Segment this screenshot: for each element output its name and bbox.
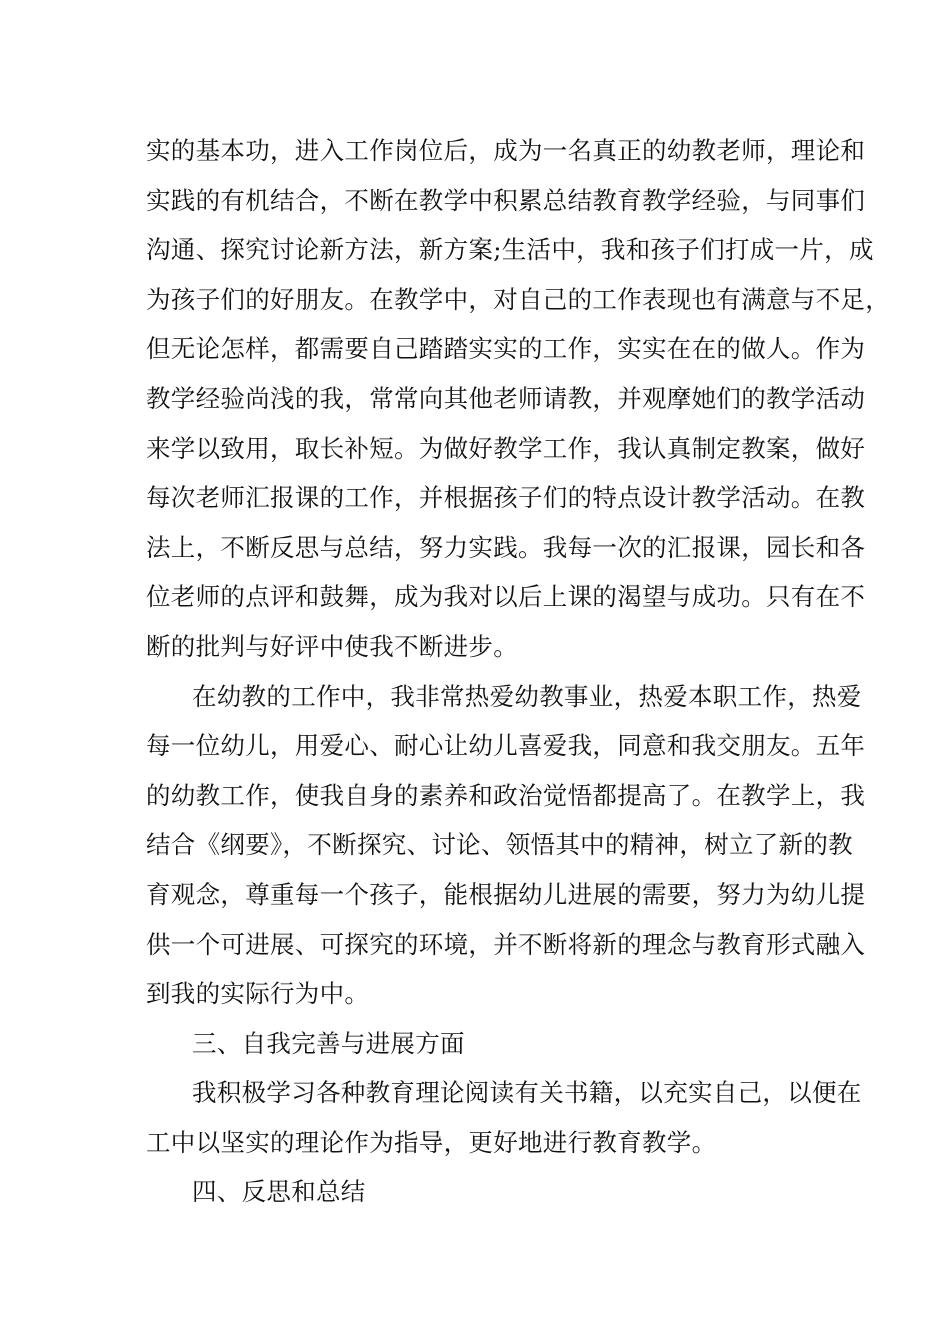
body-line: 育观念，尊重每一个孩子，能根据幼儿进展的需要，努力为幼儿提 — [146, 879, 866, 909]
body-line: 沟通、探究讨论新方法，新方案;生活中，我和孩子们打成一片，成 — [146, 235, 874, 265]
body-line: 法上，不断反思与总结，努力实践。我每一次的汇报课，园长和各 — [146, 532, 866, 562]
body-line: 供一个可进展、可探究的环境，并不断将新的理念与教育形式融入 — [146, 929, 866, 959]
paragraph-first-line: 在幼教的工作中，我非常热爱幼教事业，热爱本职工作，热爱 — [192, 681, 862, 711]
body-line: 每次老师汇报课的工作，并根据孩子们的特点设计教学活动。在教 — [146, 483, 866, 513]
body-line: 教学经验尚浅的我，常常向其他老师请教，并观摩她们的教学活动 — [146, 383, 866, 413]
paragraph-first-line: 我积极学习各种教育理论阅读有关书籍，以充实自己，以便在 — [192, 1078, 862, 1108]
body-line: 但无论怎样，都需要自己踏踏实实的工作，实实在在的做人。作为 — [146, 334, 866, 364]
body-line: 断的批判与好评中使我不断进步。 — [146, 631, 518, 661]
body-line: 到我的实际行为中。 — [146, 979, 370, 1009]
body-line: 为孩子们的好朋友。在教学中，对自己的工作表现也有满意与不足， — [146, 284, 890, 314]
body-line: 来学以致用，取长补短。为做好教学工作，我认真制定教案，做好 — [146, 433, 866, 463]
body-line: 实的基本功，进入工作岗位后，成为一名真正的幼教老师，理论和 — [146, 136, 866, 165]
body-line: 位老师的点评和鼓舞，成为我对以后上课的渴望与成功。只有在不 — [146, 582, 866, 612]
section-heading: 四、反思和总结 — [192, 1177, 366, 1207]
body-line: 实践的有机结合，不断在教学中积累总结教育教学经验，与同事们 — [146, 185, 866, 215]
body-line: 的幼教工作，使我自身的素养和政治觉悟都提高了。在教学上，我 — [146, 780, 866, 810]
section-heading: 三、自我完善与进展方面 — [192, 1028, 465, 1058]
document-body — [146, 126, 890, 1217]
body-line: 每一位幼儿，用爱心、耐心让幼儿喜爱我，同意和我交朋友。五年 — [146, 731, 866, 761]
body-line: 工中以坚实的理论作为指导，更好地进行教育教学。 — [146, 1127, 717, 1157]
body-line: 结合《纲要》，不断探究、讨论、领悟其中的精神，树立了新的教 — [146, 830, 853, 860]
